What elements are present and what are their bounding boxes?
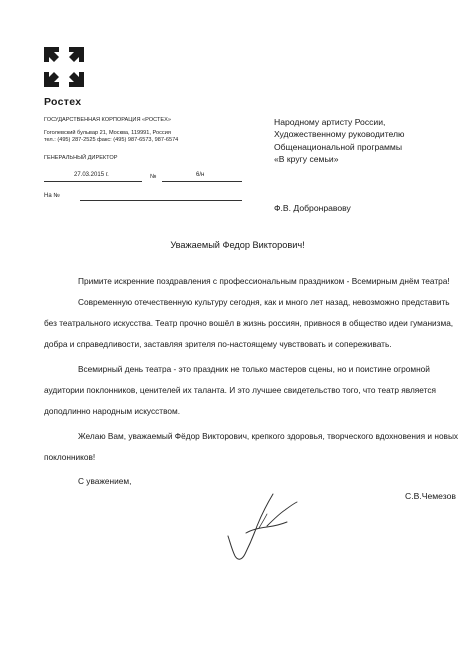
recipient-block bbox=[274, 116, 405, 165]
salutation: Уважаемый Федор Викторович! bbox=[170, 240, 305, 250]
signatory-name: С.В.Чемезов bbox=[405, 491, 456, 501]
body-line: Современную отечественную культуру сегодня, как и много лет назад, невозможно представить bbox=[78, 297, 450, 307]
body-line: Желаю Вам, уважаемый Фёдор Викторович, крепкого здоровья, творческого вдохновения и новых bbox=[78, 431, 459, 441]
corporation-name: ГОСУДАРСТВЕННАЯ КОРПОРАЦИЯ «РОСТЕХ» bbox=[44, 117, 171, 123]
date-field-line bbox=[44, 181, 142, 182]
body-line: добра и справедливости, заставляя зрителя по-настоящему чувствовать и сопереживать. bbox=[44, 339, 392, 349]
body-line: без театрального искусства. Театр прочно вошёл в жизнь россиян, привнося в общество идеи гуманизма, bbox=[44, 318, 454, 328]
number-label: № bbox=[150, 174, 157, 180]
address-line: Гоголевский бульвар 21, Москва, 119991, Россия bbox=[44, 130, 171, 136]
reference-label: На № bbox=[44, 193, 60, 199]
brand-name: Ростех bbox=[44, 96, 82, 108]
closing: С уважением, bbox=[78, 476, 132, 486]
recipient-line: Народному артисту России, bbox=[274, 117, 386, 127]
address-block bbox=[44, 130, 178, 144]
phone-fax-line: тел.: (495) 287-2525 факс: (495) 987-6573, 987-6574 bbox=[44, 137, 179, 143]
body-line: аудитории поклонников, ценителей их таланта. И это лучшее свидетельство того, что театр является bbox=[44, 385, 436, 395]
position-title: ГЕНЕРАЛЬНЫЙ ДИРЕКТОР bbox=[44, 155, 118, 161]
rostec-logo-icon bbox=[44, 47, 84, 87]
number-field: 6/н bbox=[196, 172, 205, 178]
body-line: доподлинно народным искусством. bbox=[44, 406, 181, 416]
recipient-line: Художественному руководителю bbox=[274, 129, 405, 140]
reference-field-line bbox=[80, 200, 242, 201]
body-line: Примите искренние поздравления с профессиональным праздником - Всемирным днём театра! bbox=[78, 276, 450, 286]
recipient-line: «В кругу семьи» bbox=[274, 153, 339, 164]
signature-image bbox=[215, 490, 310, 565]
recipient-name: Ф.В. Добронравову bbox=[274, 203, 351, 213]
date-field: 27.03.2015 г. bbox=[74, 172, 109, 178]
recipient-line: Общенациональной программы bbox=[274, 141, 403, 152]
number-field-line bbox=[162, 181, 242, 182]
body-line: Всемирный день театра - это праздник не только мастеров сцены, но и поистине огромной bbox=[78, 364, 430, 374]
body-line: поклонников! bbox=[44, 452, 96, 462]
